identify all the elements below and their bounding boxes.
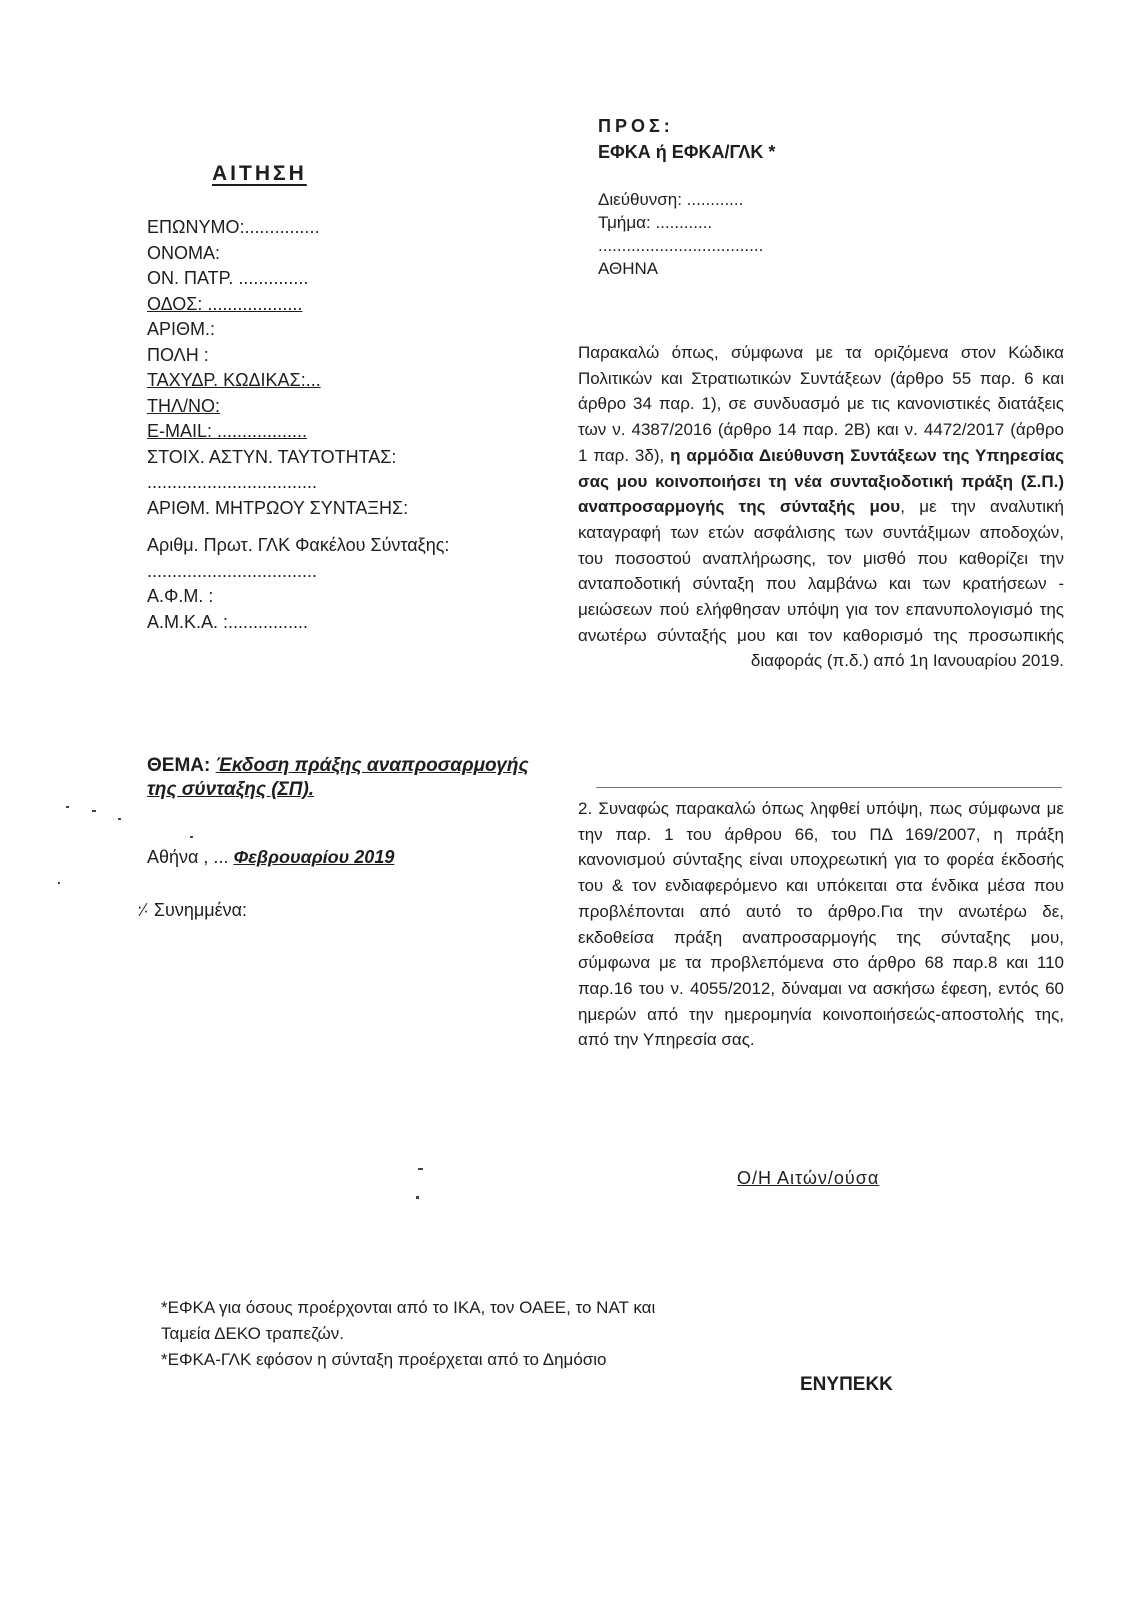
field-name: ΟΝΟΜΑ: [147,242,221,263]
scan-speck [92,810,96,812]
subject-text: Έκδοση πράξης αναπροσαρμογής της σύνταξης (ΣΠ). [147,755,529,800]
field-protocol-number: Αριθμ. Πρωτ. ΓΛΚ Φακέλου Σύνταξης: [147,535,450,555]
field-city: ΠΟΛΗ : [147,344,209,365]
field-pension-registry: ΑΡΙΘΜ. ΜΗΤΡΩΟΥ ΣΥΝΤΑΞΗΣ: [147,497,409,518]
attachments-label: ⸓ Συνημμένα: [137,900,248,920]
footnotes [161,1295,951,1373]
request-text-bold: η αρμόδια Διεύθυνση Συντάξεων της Υπηρεσίας σας μου κοινοποιήσει τη νέα συνταξιοδοτική πράξη (Σ.Π.) αναπροσαρμογής της σύνταξής μου [578,445,1064,517]
footnote-1: *ΕΦΚΑ για όσους προέρχονται από το ΙΚΑ, τον ΟΑΕΕ, το ΝΑΤ και [161,1298,656,1317]
field-afm: Α.Φ.Μ. : [147,586,214,606]
scan-speck [418,1168,423,1170]
request-text-part2: , με την αναλυτική καταγραφή των ετών ασφάλισης των συντάξιμων αποδοχών, του ποσοστού αναπλήρωσης, τον μισθό που καθορίζει την ανταποδοτική σύνταξη που λαμβάνω και των κρατήσεων - μειώσεων πού ελήφθησαν υπόψη για τον επανυπολογισμό της ανωτέρω σύνταξής μου και τον καθορισμό της προσωπικής διαφοράς (π.δ.) από 1η Ιανουαρίου 2019. [578,497,1064,671]
address-line-city: ΑΘΗΝΑ [598,259,659,278]
date-month: Φεβρουαρίου 2019 [233,847,395,867]
field-surname: ΕΠΩΝΥΜΟ:............... [147,217,320,237]
request-text-part1: Παρακαλώ όπως, σύμφωνα με τα οριζόμενα στον Κώδικα Πολιτικών και Στρατιωτικών Συντάξεων (άρθρο 55 παρ. 6 και άρθρο 34 παρ. 1), σε συνδυασμό με τις κανονιστικές διατάξεις των ν. 4387/2016 (άρθρο 14 παρ. 2Β) και ν. 4472/2017 (άρθρο 1 παρ. 3δ), [578,343,1064,465]
field-number: ΑΡΙΘΜ.: [147,319,216,339]
subject-label: ΘΕΜΑ: [147,755,211,776]
recipient-header [598,113,775,165]
scan-speck [190,836,193,838]
footnote-2: Ταμεία ΔΕΚΟ τραπεζών. [161,1324,344,1343]
date-line [147,847,394,868]
field-father-name: ΟΝ. ΠΑΤΡ. .............. [147,268,309,288]
form-title: ΑΙΤΗΣΗ [212,162,307,185]
appeal-paragraph: 2. Συναφώς παρακαλώ όπως ληφθεί υπόψη, πως σύμφωνα με την παρ. 1 του άρθρου 66, του ΠΔ 169/2007, η πράξη κανονισμού σύνταξης είναι υποχρεωτική για το φορέα έκδοσής του & τον ενδιαφερόμενο και υπόκειται στα ένδικα μέσα που προβλέπονται από αυτό το άρθρο.Για την ανωτέρω δε, εκδοθείσα πράξη αναπροσαρμογής της σύνταξης μου, σύμφωνα με τα προβλεπόμενα στο άρθρο 68 παρ.8 και 110 παρ.16 του ν. 4055/2012, δύναμαι να ασκήσω έφεση, εντός 60 ημερών από την ημερομηνία κοινοποιήσεώς-αποστολής της, από την Υπηρεσία σας. [578,799,1064,1050]
address-line-section: Τμήμα: ............ [598,213,713,232]
request-paragraph [578,340,1064,674]
field-postal-code: ΤΑΧΥΔΡ. ΚΩΔΙΚΑΣ:... [147,370,321,390]
scan-speck [118,818,121,820]
field-street: ΟΔΟΣ: ................... [147,293,303,314]
recipient-address [598,188,763,280]
field-id-card-blank: .................................. [147,472,318,492]
field-phone: ΤΗΛ/ΝΟ: [147,395,221,416]
organization-stamp: ΕΝΥΠΕΚΚ [800,1374,893,1395]
field-id-card: ΣΤΟΙΧ. ΑΣΤΥΝ. ΤΑΥΤΟΤΗΤΑΣ: [147,446,397,467]
section-divider [596,787,1062,788]
signature-label: Ο/Η Αιτών/ούσα [737,1168,880,1188]
subject-line [147,754,559,802]
field-amka: Α.Μ.Κ.Α. :................ [147,611,309,632]
recipient-name: ΕΦΚΑ ή ΕΦΚΑ/ΓΛΚ * [598,142,776,162]
address-line-department: Διεύθυνση: ............ [598,190,744,209]
scan-speck [66,806,69,808]
scan-speck [58,882,60,884]
field-email: E-MAIL: .................. [147,421,308,441]
address-line-blank: ................................... [598,236,764,255]
field-protocol-blank: .................................. [147,560,318,581]
footnote-3: *ΕΦΚΑ-ΓΛΚ εφόσον η σύνταξη προέρχεται από το Δημόσιο [161,1350,607,1369]
recipient-label: ΠΡΟΣ: [598,116,674,136]
date-prefix: Αθήνα , ... [147,847,229,867]
applicant-fields [147,215,449,635]
scan-speck [416,1196,419,1199]
